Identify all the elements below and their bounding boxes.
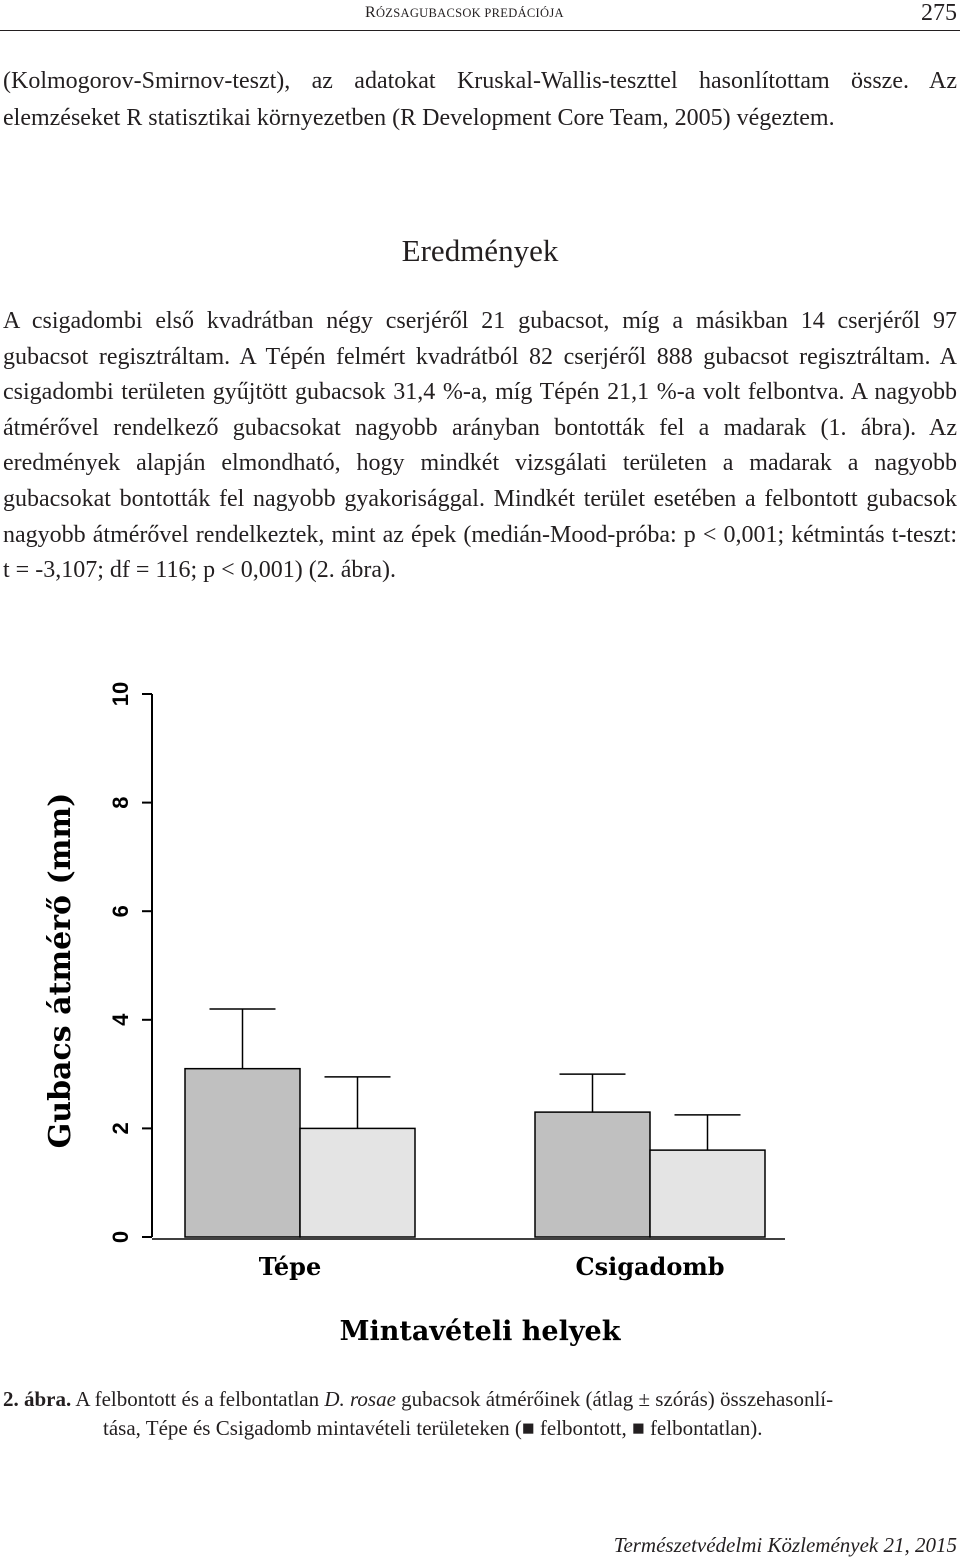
y-tick-label: 2 <box>108 1122 133 1135</box>
y-tick-label: 6 <box>108 905 133 918</box>
caption-text-1: A felbontott és a felbontatlan <box>71 1387 325 1411</box>
y-tick-label: 4 <box>108 1013 133 1026</box>
bar-1-1 <box>650 1150 765 1237</box>
y-tick-label: 8 <box>108 796 133 809</box>
bar-0-0 <box>185 1069 300 1237</box>
figure-caption <box>3 1385 957 1443</box>
legend-unopened-label: felbontatlan). <box>644 1416 763 1440</box>
caption-line-2 <box>3 1414 957 1443</box>
y-axis-title: Gubacs átmérő (mm) <box>43 792 78 1149</box>
running-title-initial: R <box>365 4 376 21</box>
header-rule <box>0 30 960 31</box>
running-header <box>0 0 960 36</box>
page-number: 275 <box>921 0 957 26</box>
figure-bar-chart <box>0 670 960 1370</box>
caption-species: D. rosae <box>324 1387 396 1411</box>
section-heading: Eredmények <box>401 233 559 268</box>
caption-text-2: gubacsok átmérőinek (átlag ± szórás) összehasonlí- <box>395 1387 834 1411</box>
bar-chart <box>0 670 960 1370</box>
legend-opened-label: felbontott, <box>534 1416 632 1440</box>
legend-unopened-symbol: ■ <box>632 1416 645 1440</box>
running-title <box>365 4 564 22</box>
caption-label: 2. ábra. <box>3 1387 72 1411</box>
journal-footer: Természetvédelmi Közlemények 21, 2015 <box>613 1533 957 1557</box>
x-category-label: Csigadomb <box>575 1252 725 1281</box>
y-tick-label: 0 <box>108 1230 133 1244</box>
caption-text-3: tása, Tépe és Csigadomb mintavételi területeken ( <box>103 1416 522 1440</box>
intro-paragraph: (Kolmogorov-Smirnov-teszt), az adatokat Kruskal-Wallis-teszttel hasonlítottam össze. Az elemzéseket R statisztikai környezetben (R Development Core Team, 2005) végeztem. <box>3 68 957 131</box>
x-category-label: Tépe <box>258 1252 322 1281</box>
legend-opened-symbol: ■ <box>521 1416 535 1440</box>
bar-0-1 <box>535 1112 650 1237</box>
bar-1-0 <box>300 1128 415 1237</box>
x-axis-title: Mintavételi helyek <box>339 1316 621 1347</box>
results-paragraph: A csigadombi első kvadrátban négy cserjéről 21 gubacsot, míg a másikban 14 cserjéről 97 gubacsot regisztráltam. A Tépén felmért kvadrátból 82 cserjéről 888 gubacsot regisztráltam. A csigadombi területen gyűjtött gubacsok 31,4 %-a, míg Tépén 21,1 %-a volt felbontva. A nagyobb átmérővel rendelkező gubacsokat nagyobb arányban bontották fel a madarak (1. ábra). Az eredmények alapján elmondható, hogy mindkét vizsgálati területen a madarak a nagyobb gubacsokat bontották fel nagyobb gyakorisággal. Mindkét terület esetében a felbontott gubacsok nagyobb átmérővel rendelkeztek, mint az épek (medián-Mood-próba: p < 0,001; kétmintás t-teszt: t = -3,107; df = 116; p < 0,001) (2. ábra). <box>3 308 957 584</box>
running-title-rest: ÓZSAGUBACSOK PREDÁCIÓJA <box>375 6 564 20</box>
y-tick-label: 10 <box>108 681 133 707</box>
